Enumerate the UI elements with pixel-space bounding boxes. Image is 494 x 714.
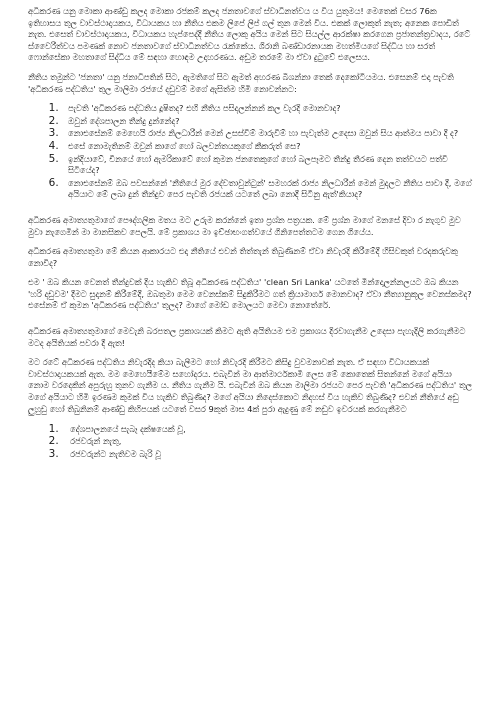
final-list-item-1: 1. දේශපාලනයේ සැබෑ දක්ෂයෙක් වූ, xyxy=(62,423,472,435)
final-list xyxy=(28,423,472,460)
question-item-4: 4. එසේ නොමැතිනම් ඔවුන් කාගේ හෝ බලවන්තයකුගේ කීකරුත් සෙ? xyxy=(62,141,472,153)
final-list-item-3: 3. රජවරුන්ට නැතිවම බැරි වූ xyxy=(62,448,472,460)
question-item-1: 1. පැවති 'අධිකරණ පද්ධතිය දූෂිතද? එහි නීතිය පසිදලන්නන් කල වැරදි මොනවාද? xyxy=(62,103,472,115)
middle-paragraph-2: අධිකරණ අමාත්‍යතුමා මේ කියන ආකාරයට එදා නීතියේ එවන් තිත්තැන් තිබුණිනම් ඒවා නිවැරදි කිරීමේදී හිසිවකුත් වරදකරුවකු නොවිද? xyxy=(28,246,458,268)
middle-paragraph-3: එම ' ඔබ කියන වෙනත් තීන්දුවක් දිය හැකිව තිබූ අධිකරණ පද්ධතිය' 'clean Sri Lanka' යටතේ මින්දොලන්නලයට ඔබ කියන 'හරි දඩුවම' දීමට සුදානම් කිරීමේදී, ඔබතුමා මෙම වෙනස්කම් සිදුකිරීමට ගත් ක්‍රියාමාර්ග මොනවාද? ඒවා නීත්‍යානුකූල වෙනස්කමද? එසේනම් ඒ කුමන 'අධිකරණ පද්ධතිය' තුලද? මාගේ මෝඩ මොලයට මෙවා නොතේරේ. xyxy=(28,277,472,311)
later-paragraph-1: අධිකරණ අමාත්‍යතුමාගේ මෙවැනි බරපතල ප්‍රකාශයක් කිමට ඇති අයිතියම එම ප්‍රකාශය දිරවාගැනීම උදෙසා පැහැදිලි කරගැනීමට මටද අයිතියක් පවරා දී ඇත! xyxy=(28,326,466,348)
middle-paragraph-1: අධිකරණ අමාත්‍යතුමාගේ පෞද්ගලික මතය මට උරුම කරන්නේ ඉතා ප්‍රශ්න පත්‍රයක. මේ ප්‍රශ්න මාගේ මනසේ දිවා ර නැගුව මුව මුවා නැගෙමින් මා මානසිකව පෙලයි. මේ ප්‍රකාශය මා ඉච්ඡාභංගත්වයේ ගිනිපෙත්තටම ගෙන ගියේය. xyxy=(28,214,461,237)
question-item-3: 3. නොඑසේනම් මෙහෙයි රාජ්‍ය නිලධාරීන් මෙන් උසස්වීම් මාරුවීම් හා පැවැත්ම උදෙසා ඔවුන් සිය ආත්මය පාවා දී ද? xyxy=(62,128,472,140)
question-item-2: 2. ඔවුන් දේශපාලන තීන්දු දුන්නේද? xyxy=(62,116,472,128)
later-paragraph-2: මට රටේ අධිකරණ පද්ධතිය නිවැරදිද කියා බැලීමට හෝ නිවැරදි කිරීමට කිසිදු වුවමනාවක් නැත. ඒ සඳහා විධායකයක් වාවස්ථාදායකයක් ඇත. මම මෙහෙයීමේම සහෝදරය. එබැවින් මා ආත්මාර්ථකාමී ලෙස මේ කොතෙක් සිතන්නේ මගේ අයියා නොම වරදෙකින් අපුරුහු තුනව ගැනීම ය. නීතිය ගැනීම යි. එබැවින් ඔබ කියන මාලිමා රජයට පෙර පැවති 'අධිකරණ පද්ධතිය' තුල මගේ අයියාට හිමි ඉරණම කුමක් විය හැකිව තිබුණිද? මගේ අයියා නිදෙස්කොට නිදහස් විය හැකිව තිබුණිද? එවන් නීතියේ අඩු ලුහුඩු හෝ තිබුනිනම් ආණ්ඩු කිහිපයක් යටතේ වසර 9කුත් මාස 4ක් පුරා ඇදුණු මේ නඩුව ඉවරයක් කරගැනීමට xyxy=(28,357,472,414)
question-item-5: 5. ඉන්දියාවේ, චීනයේ හෝ ඇමරිකාවේ හෝ කුමන ජනතෙකුගේ හෝ බලපෑමට තීන්දු තීරණ දෙන තත්වයට පත්වී සිටියේද? xyxy=(62,154,472,177)
questions-list xyxy=(28,103,472,201)
intro-paragraph-2: නීතිය තමුන්ට 'ජනතා' යනු ජනාධිපතින් සිට, ඇමතිගේ සිට ඇමත් අහරණ බිශන්නා තෙක් දෙකෝටියමය. එසෙනම් එදා පැවති 'අධිකරණ පද්ධතිය' තුල මාලිමා රජයේ දඩුවම් මගේ ඇසිත්ම හිමි නොවන්නට: xyxy=(28,71,454,94)
question-item-6: 6. නොඑසේනම් ඔබ පවසන්නේ 'නීතියේ මුර දේවතාවුන්ටුන්' සමහරක් රාජ්‍ය නිලධාරීන් මෙන් මුදලට නීතිය පාවා දී, මගේ අයියාට මේ ලබා දුන් තීන්දුව පෙර පැවති රජයක් යටතේ ලබා නොදී සිටීනු ඇත්'කියාද? xyxy=(62,178,472,201)
final-list-item-2: 2. රජවරුන් නැතු, xyxy=(62,435,472,447)
intro-paragraph-1: අධිකරණ යනු මොකා ආණ්ඩු කලද මොකා රජකම් කලද ජනතාවගේ ස්වාධීනත්වය ය විය යුතුමය! මෙතෙක් වසර 76ක ඉතිහාසය තුල වාවස්ථාදායකය, විධායකය හා නීතිය එකම ලිපේ ලිප් ගල් තුන මෙන් විය. එකක් ලොකුත් නැත; අනෙක පොඩිත් නැත. එසෙත් වාවස්ථාදායකය, විධායකය හැප්පෙද්දී නීතිය ලොකු අයිය මෙන් සිට සියල්ල ආරක්ෂා කරගෙන ප්‍රජාතන්ත්‍රවාදය, රටේ ස්වෛරීත්වය පමණක් නොව ජනතාවගේ ස්වාධීනත්වය රැක්කේය. ශිරානි බණ්ඩාරනායක මහත්මියගේ සිද්ධිය හා සරත් ෆොන්සේකා මහතාගේ සිද්ධිය මේ සඳහා හොඳම උදාහරණය. අඩුම තරමේ මා ඒවා දුටුවේ එලෙසය. xyxy=(28,6,471,63)
